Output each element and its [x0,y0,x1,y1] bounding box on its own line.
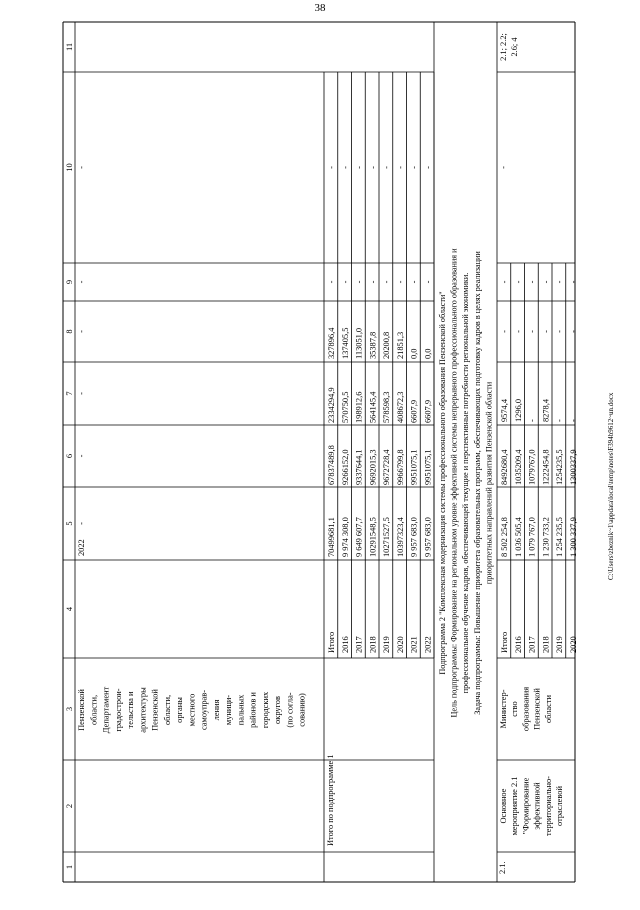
item21-year: 2019 [555,636,564,653]
item21-c5: 8 502 254,8 [500,517,509,557]
executor-line: сованию) [297,693,307,727]
item21-c8: - [541,330,551,333]
item21-c6: 1300337,9 [568,449,578,485]
executor-line: тельства и [126,691,135,729]
item21-c6: 1254235,5 [555,449,564,485]
header-col-9: 9 [65,279,74,285]
subtotal-c6: 9337644,1 [354,449,364,485]
top-c8: - [77,330,86,333]
item21-name-line: мероприятие 2.1 [510,776,520,836]
item21-executor-line: области [543,695,553,723]
top-c9: - [77,280,86,284]
item21-c7: - [555,419,564,422]
subtotal-c5: 9 957 683,0 [409,517,419,557]
executor-line: Пензенской [77,689,86,731]
item21-c7: 1296,0 [513,398,523,422]
subtotal-year: 2019 [382,636,391,653]
subtotal-c5: 70499681,1 [327,517,336,557]
item21-c11: 2.6; 4 [510,37,519,57]
subtotal-c10: - [409,166,419,169]
header-col-2: 2 [65,803,74,809]
header-col-4: 4 [65,606,74,612]
item21-c5: 1 230 733,2 [541,517,551,557]
subtotal-c5: 9 974 308,0 [340,517,350,557]
subtotal-year: 2016 [340,636,350,653]
subtotal-c7: 408672,3 [395,391,405,423]
executor-line: местного [187,693,197,727]
executor-line: архитектуры [138,687,148,733]
subtotal-c7: 564145,4 [368,391,378,423]
subtotal-c10: - [423,166,433,169]
executor-line: районов и [248,692,258,728]
item21-year: 2016 [513,636,523,653]
item21-c9: - [513,280,523,284]
subtotal-c6: 67837489,8 [327,445,336,485]
subtotal-year: 2021 [409,636,419,653]
subtotal-year: 2020 [395,636,405,653]
executor-line: Департамент [101,686,111,734]
executor-line: области, [162,694,172,726]
executor-line: (по согла- [285,692,295,728]
item21-c9: - [527,280,537,284]
item21-year: 2017 [527,636,537,653]
subtotal-c9: - [340,280,350,284]
item21-executor-line: ство [510,701,520,717]
item21-c7: 9574,4 [500,398,509,422]
item21-name-line: отраслевой [555,786,564,826]
item21-c6: 8492680,4 [500,449,509,485]
executor-line: органы [175,697,184,723]
subtotal-label: Итого по подпрограмме 1 [326,754,335,846]
subtotal-c7: 570750,5 [340,391,350,423]
header-col-8: 8 [65,329,74,334]
subtotal-year: 2018 [368,636,378,653]
subtotal-c6: 9672728,4 [382,449,391,485]
item21-c11: 2.1; 2.2; [499,33,508,61]
subtotal-c9: - [423,280,433,284]
subtotal-c5: 9 957 683,0 [423,517,433,557]
item21-c7: - [568,419,578,422]
subtotal-c6: 9692015,3 [368,449,378,485]
item21-name-line: эффективной [532,782,542,830]
top-year: 2022 [77,539,86,556]
item21-c8: - [568,330,578,333]
subtotal-c8: 113051,0 [354,327,364,359]
item21-c5: 1 254 235,5 [555,517,564,557]
subtotal-c7: 2334294,9 [327,387,336,423]
page-number: 38 [314,2,326,14]
item21-year: Итого [500,631,509,653]
subtotal-c6: 9266152,0 [340,449,350,485]
subtotal-c8: 0,0 [409,348,419,359]
item21-c8: - [500,330,509,333]
item21-c6: 1035209,4 [513,449,523,485]
subtotal-c9: - [354,280,364,284]
executor-line: Пензенской [150,689,160,731]
subtotal-c10: - [382,166,391,169]
subtotal-c8: 137405,5 [340,327,350,359]
item21-name-line: "Формирование [521,777,531,835]
top-c7: - [77,392,86,395]
header-col-5: 5 [65,521,74,526]
top-c6: - [77,454,86,458]
header-col-1: 1 [65,864,74,870]
item21-c9: - [568,280,578,284]
item21-year: 2018 [541,636,551,653]
subtotal-c9: - [368,280,378,284]
subprogram2-line: Подпрограмма 2 "Комплексная модернизация системы профессионального образования Пензенской области" [438,291,447,675]
subprogram2-line: приоритетных направлений развития Пензенской области [484,381,494,585]
item21-c7: 8278,4 [541,398,551,422]
subtotal-c9: - [382,280,391,284]
item21-c5: 1 036 505,4 [513,517,523,557]
subtotal-c7: 6607,9 [409,399,419,423]
subtotal-c5: 10397323,4 [395,517,405,557]
subtotal-c10: - [327,166,336,169]
subtotal-c7: 6607,9 [423,399,433,423]
header-col-3: 3 [65,706,74,712]
executor-line: городских [260,691,270,729]
top-c10: - [77,166,86,169]
subtotal-c6: 9951075,1 [423,449,433,485]
executor-line: градострои- [113,688,123,732]
subtotal-c5: 10291548,5 [368,517,378,557]
executor-line: самоуправ- [199,689,209,731]
executor-line: муници- [224,694,233,726]
subtotal-c10: - [340,166,350,169]
subtotal-c10: - [395,166,405,169]
subtotal-year: 2022 [423,636,433,653]
subtotal-c6: 9966799,8 [395,449,405,485]
subtotal-c9: - [327,280,336,284]
top-c5: - [77,522,86,525]
item21-c8: - [513,330,523,333]
item21-name-line: Основное [499,788,508,824]
subtotal-c5: 9 649 607,7 [354,517,364,557]
subtotal-c8: 327896,4 [327,327,336,359]
item21-c7: - [527,419,537,422]
subtotal-c8: 35387,8 [368,331,378,359]
subtotal-year: Итого [327,631,336,653]
item21-name-line: территориально- [543,776,553,836]
item21-c9: - [541,280,551,284]
subtotal-c6: 9951075,1 [409,449,419,485]
item21-c9: - [555,280,564,284]
executor-line: пальных [236,694,246,726]
subtotal-c8: 20200,8 [382,331,391,359]
subprogram2-line: профессиональное обучение кадров, обеспечивающей текущие и перспективные потребности региональной экономики. [461,272,471,694]
executor-line: округов [273,696,282,724]
item21-c9: - [500,280,509,284]
item21-c6: 1222454,8 [541,449,551,485]
item21-c5: 1 300 337,9 [568,517,578,557]
item21-executor-line: Пензенской [532,688,542,730]
executor-line: ления [211,699,221,721]
subtotal-c8: 0,0 [423,348,433,359]
footer-file-path: C:\Users\zbeznik~1\appdata\local\temp\notes\F394b9612~un.docx [607,392,615,580]
header-col-11: 11 [65,42,74,52]
subtotal-c9: - [409,280,419,284]
subtotal-c8: 21851,3 [395,331,405,359]
subtotal-c7: 578598,3 [382,391,391,423]
item21-c8: - [527,330,537,333]
item21-c10: - [499,166,508,169]
item21-executor-line: образования [521,686,531,732]
subtotal-c7: 198912,6 [354,391,364,423]
subtotal-c10: - [368,166,378,169]
item21-c8: - [555,330,564,333]
item21-c6: 1079767,0 [527,449,537,485]
subprogram2-line: Цель подпрограммы: Формирование на региональном уровне эффективной системы непрерывного профессионального образования и [449,248,459,718]
header-col-6: 6 [65,453,74,459]
item21-executor-line: Министер- [499,689,508,729]
item21-c5: 1 079 767,0 [527,517,537,557]
subtotal-year: 2017 [354,636,364,653]
header-col-7: 7 [65,391,74,396]
subtotal-c10: - [354,166,364,169]
subprogram2-line: Задача подпрограммы: Повышение приоритета образовательных программ, обеспечивающих подготовку кадров в целях реализации [472,251,482,715]
item21-year: 2020 [568,636,578,653]
subtotal-c9: - [395,280,405,284]
header-col-10: 10 [65,163,74,172]
item21-num: 2.1. [498,861,507,874]
executor-line: области, [89,694,99,726]
subtotal-c5: 10271527,5 [382,517,391,557]
